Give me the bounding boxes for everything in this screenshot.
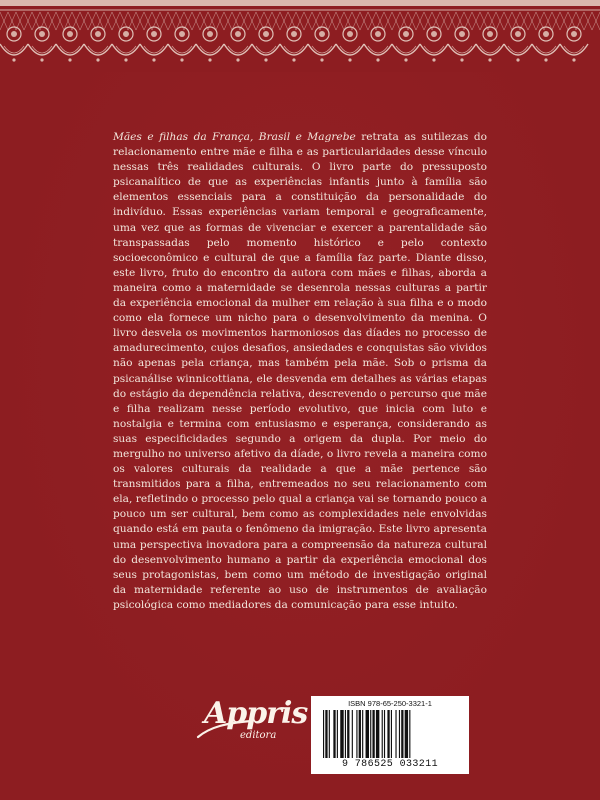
isbn-label: ISBN 978-65-250-3321-1 xyxy=(348,699,432,708)
lace-border xyxy=(0,0,600,72)
book-title: Mães e filhas da França, Brasil e Magrebe xyxy=(113,131,356,143)
barcode-box xyxy=(311,696,469,774)
publisher-logo xyxy=(196,696,308,747)
barcode-digits: 9 786525 033211 xyxy=(341,759,438,770)
lace-pattern-icon xyxy=(0,0,600,72)
publisher-name: Appris xyxy=(204,696,308,731)
blurb-text: retrata as sutilezas do relacionamento entre mãe e filha e as particularidades desse vínculo nessas três realidades culturais. O livro parte do pressuposto psicanalítico de que as experiências infantis junto à família são elementos essenciais para a constituição da personalidade do indivíduo. Essas experiências variam temporal e geograficamente, uma vez que as formas de vivenciar e exercer a parentalidade são transpassadas pelo momento histórico e pelo contexto socioeconômico e cultural de que a família faz parte. Diante disso, este livro, fruto do encontro da autora com mães e filhas, aborda a maneira como a maternidade se desenrola nessas culturas a partir da experiência emocional da mulher em relação à sua filha e o modo como ela fornece um nicho para o desenvolvimento da menina. O livro desvela os movimentos harmoniosos das díades no processo de amadurecimento, cujos desafios, ansiedades e conquistas são vividos não apenas pela criança, mas também pela mãe. Sob o prisma da psicanálise winnicottiana, ele desvenda em detalhes as várias etapas do estágio da dependência relativa, descrevendo o percurso que mãe e filha realizam nesse período evolutivo, que inicia com luto e nostalgia e termina com entusiasmo e esperança, considerando as suas especificidades segundo a origem da dupla. Por meio do mergulho no universo afetivo da díade, o livro revela a maneira como os valores culturais da realidade a que a mãe pertence são transmitidos para a filha, entremeados no seu relacionamento com ela, refletindo o processo pelo qual a criança vai se tornando pouco a pouco um ser cultural, bem como as complexidades nele envolvidas quando está em pauta o fenômeno da imigração. Este livro apresenta uma perspectiva inovadora para a compreensão da natureza cultural do desenvolvimento humano a partir da experiência emocional dos seus protagonistas, bem como um método de investigação original da maternidade referente ao uso de instrumentos de avaliação psicológica como mediadores da comunicação para esse intuito. xyxy=(113,131,488,611)
barcode-icon xyxy=(321,710,459,758)
publisher-sub: editora xyxy=(240,730,277,741)
book-blurb xyxy=(113,130,487,613)
